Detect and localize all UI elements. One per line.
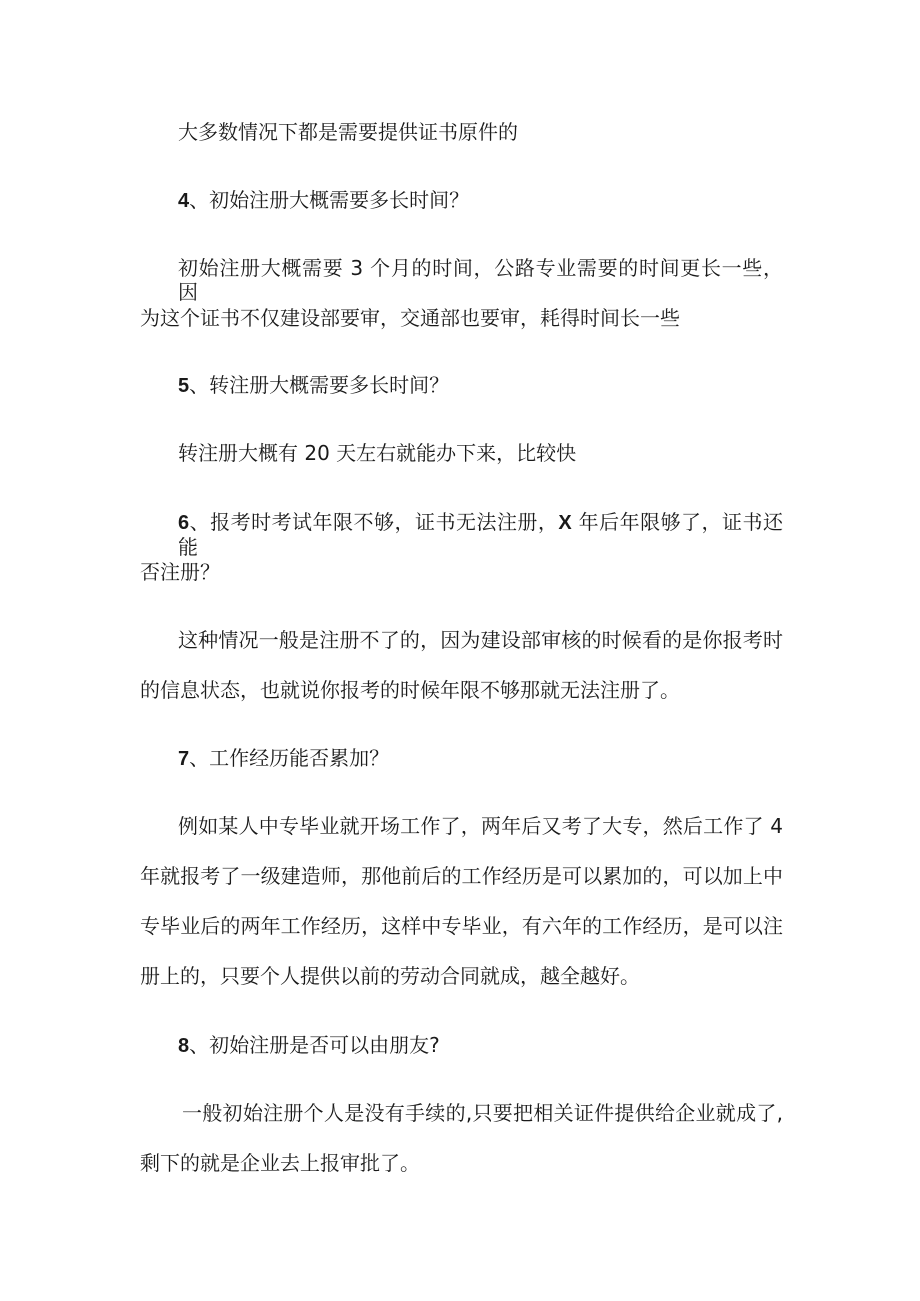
question-6 (178, 510, 784, 559)
question-6-line2: 否注册？ (140, 560, 220, 584)
question-text: 、初始注册大概需要多长时间？ (189, 188, 470, 212)
question-text: 年后年限够了，证书还能 (178, 510, 784, 559)
answer-8-line: 一般初始注册个人是没有手续的,只要把相关证件提供给企业就成了, (182, 1101, 783, 1125)
question-number: 6 (178, 512, 190, 534)
question-number: 4 (178, 190, 190, 212)
answer-7-line: 专毕业后的两年工作经历，这样中专毕业，有六年的工作经历，是可以注 (140, 914, 783, 938)
answer-5-line: 转注册大概有 20 天左右就能办下来，比较快 (178, 441, 577, 465)
question-5 (178, 373, 449, 398)
question-number: 5 (178, 375, 190, 397)
question-text: 、报考时考试年限不够，证书无法注册， (189, 510, 559, 534)
answer-4-line: 初始注册大概需要 3 个月的时间，公路专业需要的时间更长一些，因 (178, 256, 783, 304)
question-8 (178, 1033, 440, 1058)
answer-6-line: 这种情况一般是注册不了的，因为建设部审核的时候看的是你报考时 (178, 628, 783, 652)
answer-7-line: 册上的，只要个人提供以前的劳动合同就成，越全越好。 (140, 964, 640, 988)
question-variable: X (558, 512, 572, 534)
question-number: 8 (178, 1035, 190, 1057)
question-number: 7 (178, 748, 190, 770)
answer-8-line: 剩下的就是企业去上报审批了。 (140, 1151, 420, 1175)
answer-7-line: 年就报考了一级建造师，那他前后的工作经历是可以累加的，可以加上中 (140, 864, 783, 888)
answer-6-line: 的信息状态，也就说你报考的时候年限不够那就无法注册了。 (140, 678, 680, 702)
answer-4-line: 为这个证书不仅建设部要审，交通部也要审，耗得时间长一些 (140, 306, 680, 330)
answer-7-line: 例如某人中专毕业就开场工作了，两年后又考了大专，然后工作了 4 (178, 814, 783, 838)
question-4 (178, 188, 469, 213)
intro-paragraph: 大多数情况下都是需要提供证书原件的 (178, 120, 518, 144)
question-text: 、初始注册是否可以由朋友? (189, 1033, 440, 1057)
question-7 (178, 746, 389, 771)
question-text: 、转注册大概需要多长时间？ (189, 373, 450, 397)
question-text: 、工作经历能否累加？ (189, 746, 390, 770)
